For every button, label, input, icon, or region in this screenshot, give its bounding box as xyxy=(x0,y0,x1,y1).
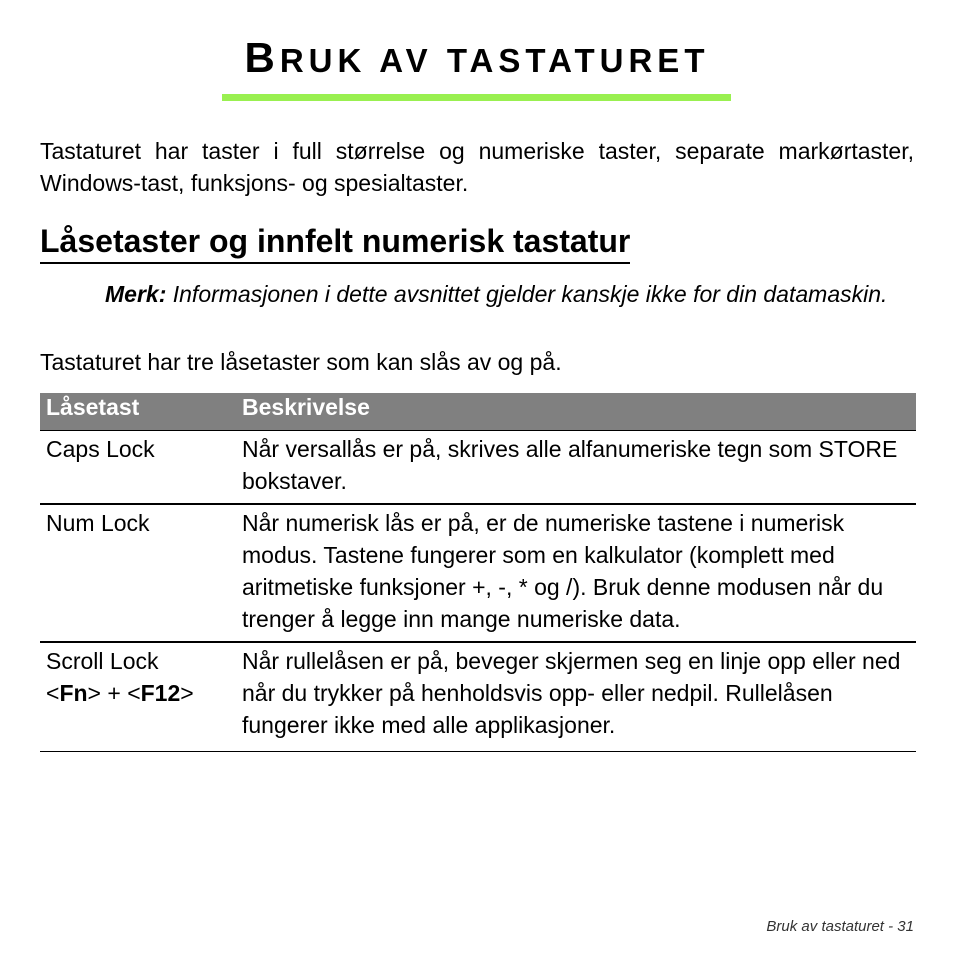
page-title-initial: B xyxy=(244,34,280,81)
table-row xyxy=(40,642,916,752)
combo-key-fn: Fn xyxy=(59,680,88,706)
table-cell-description: Når rullelåsen er på, beveger skjermen seg en linje opp eller ned når du trykker på henholdsvis opp- eller nedpil. Rullelåsen fungerer ikke med alle applikasjoner. xyxy=(236,642,916,752)
table-row xyxy=(40,431,916,505)
lead-paragraph: Tastaturet har tre låsetaster som kan slås av og på. xyxy=(40,349,562,375)
combo-bracket: < xyxy=(46,680,60,706)
page-footer: Bruk av tastaturet - 31 xyxy=(766,918,914,935)
table-row xyxy=(40,504,916,642)
table-cell-key: Caps Lock xyxy=(40,431,236,505)
intro-paragraph: Tastaturet har taster i full størrelse og numeriske taster, separate markørtaster, Windows-tast, funksjons- og spesialtaster. xyxy=(40,138,914,196)
key-name: Scroll Lock xyxy=(46,648,159,674)
table-cell-key xyxy=(40,642,236,752)
table-header-description: Beskrivelse xyxy=(236,393,916,431)
table-cell-description: Når numerisk lås er på, er de numeriske tastene i numerisk modus. Tastene fungerer som en kalkulator (komplett med aritmetiske funksjoner +, -, * og /). Bruk denne modusen når du trenger å legge inn mange numeriske data. xyxy=(236,504,916,642)
note-text: Informasjonen i dette avsnittet gjelder kanskje ikke for din datamaskin. xyxy=(166,281,888,307)
page-title xyxy=(0,28,954,91)
note-label: Merk: xyxy=(105,281,167,307)
title-underline-bar xyxy=(222,94,731,101)
combo-bracket: > xyxy=(180,680,194,706)
key-combo xyxy=(46,677,230,709)
page-title-rest: RUK AV TASTATURET xyxy=(279,42,710,79)
table-cell-description: Når versallås er på, skrives alle alfanumeriske tegn som STORE bokstaver. xyxy=(236,431,916,505)
lock-keys-table xyxy=(40,393,916,752)
table-cell-key: Num Lock xyxy=(40,504,236,642)
combo-separator: > + < xyxy=(87,680,141,706)
note-paragraph xyxy=(105,278,915,310)
table-header-key: Låsetast xyxy=(40,393,236,431)
combo-key-f12: F12 xyxy=(140,680,181,706)
table-header-row xyxy=(40,393,916,431)
section-heading: Låsetaster og innfelt numerisk tastatur xyxy=(40,220,630,264)
